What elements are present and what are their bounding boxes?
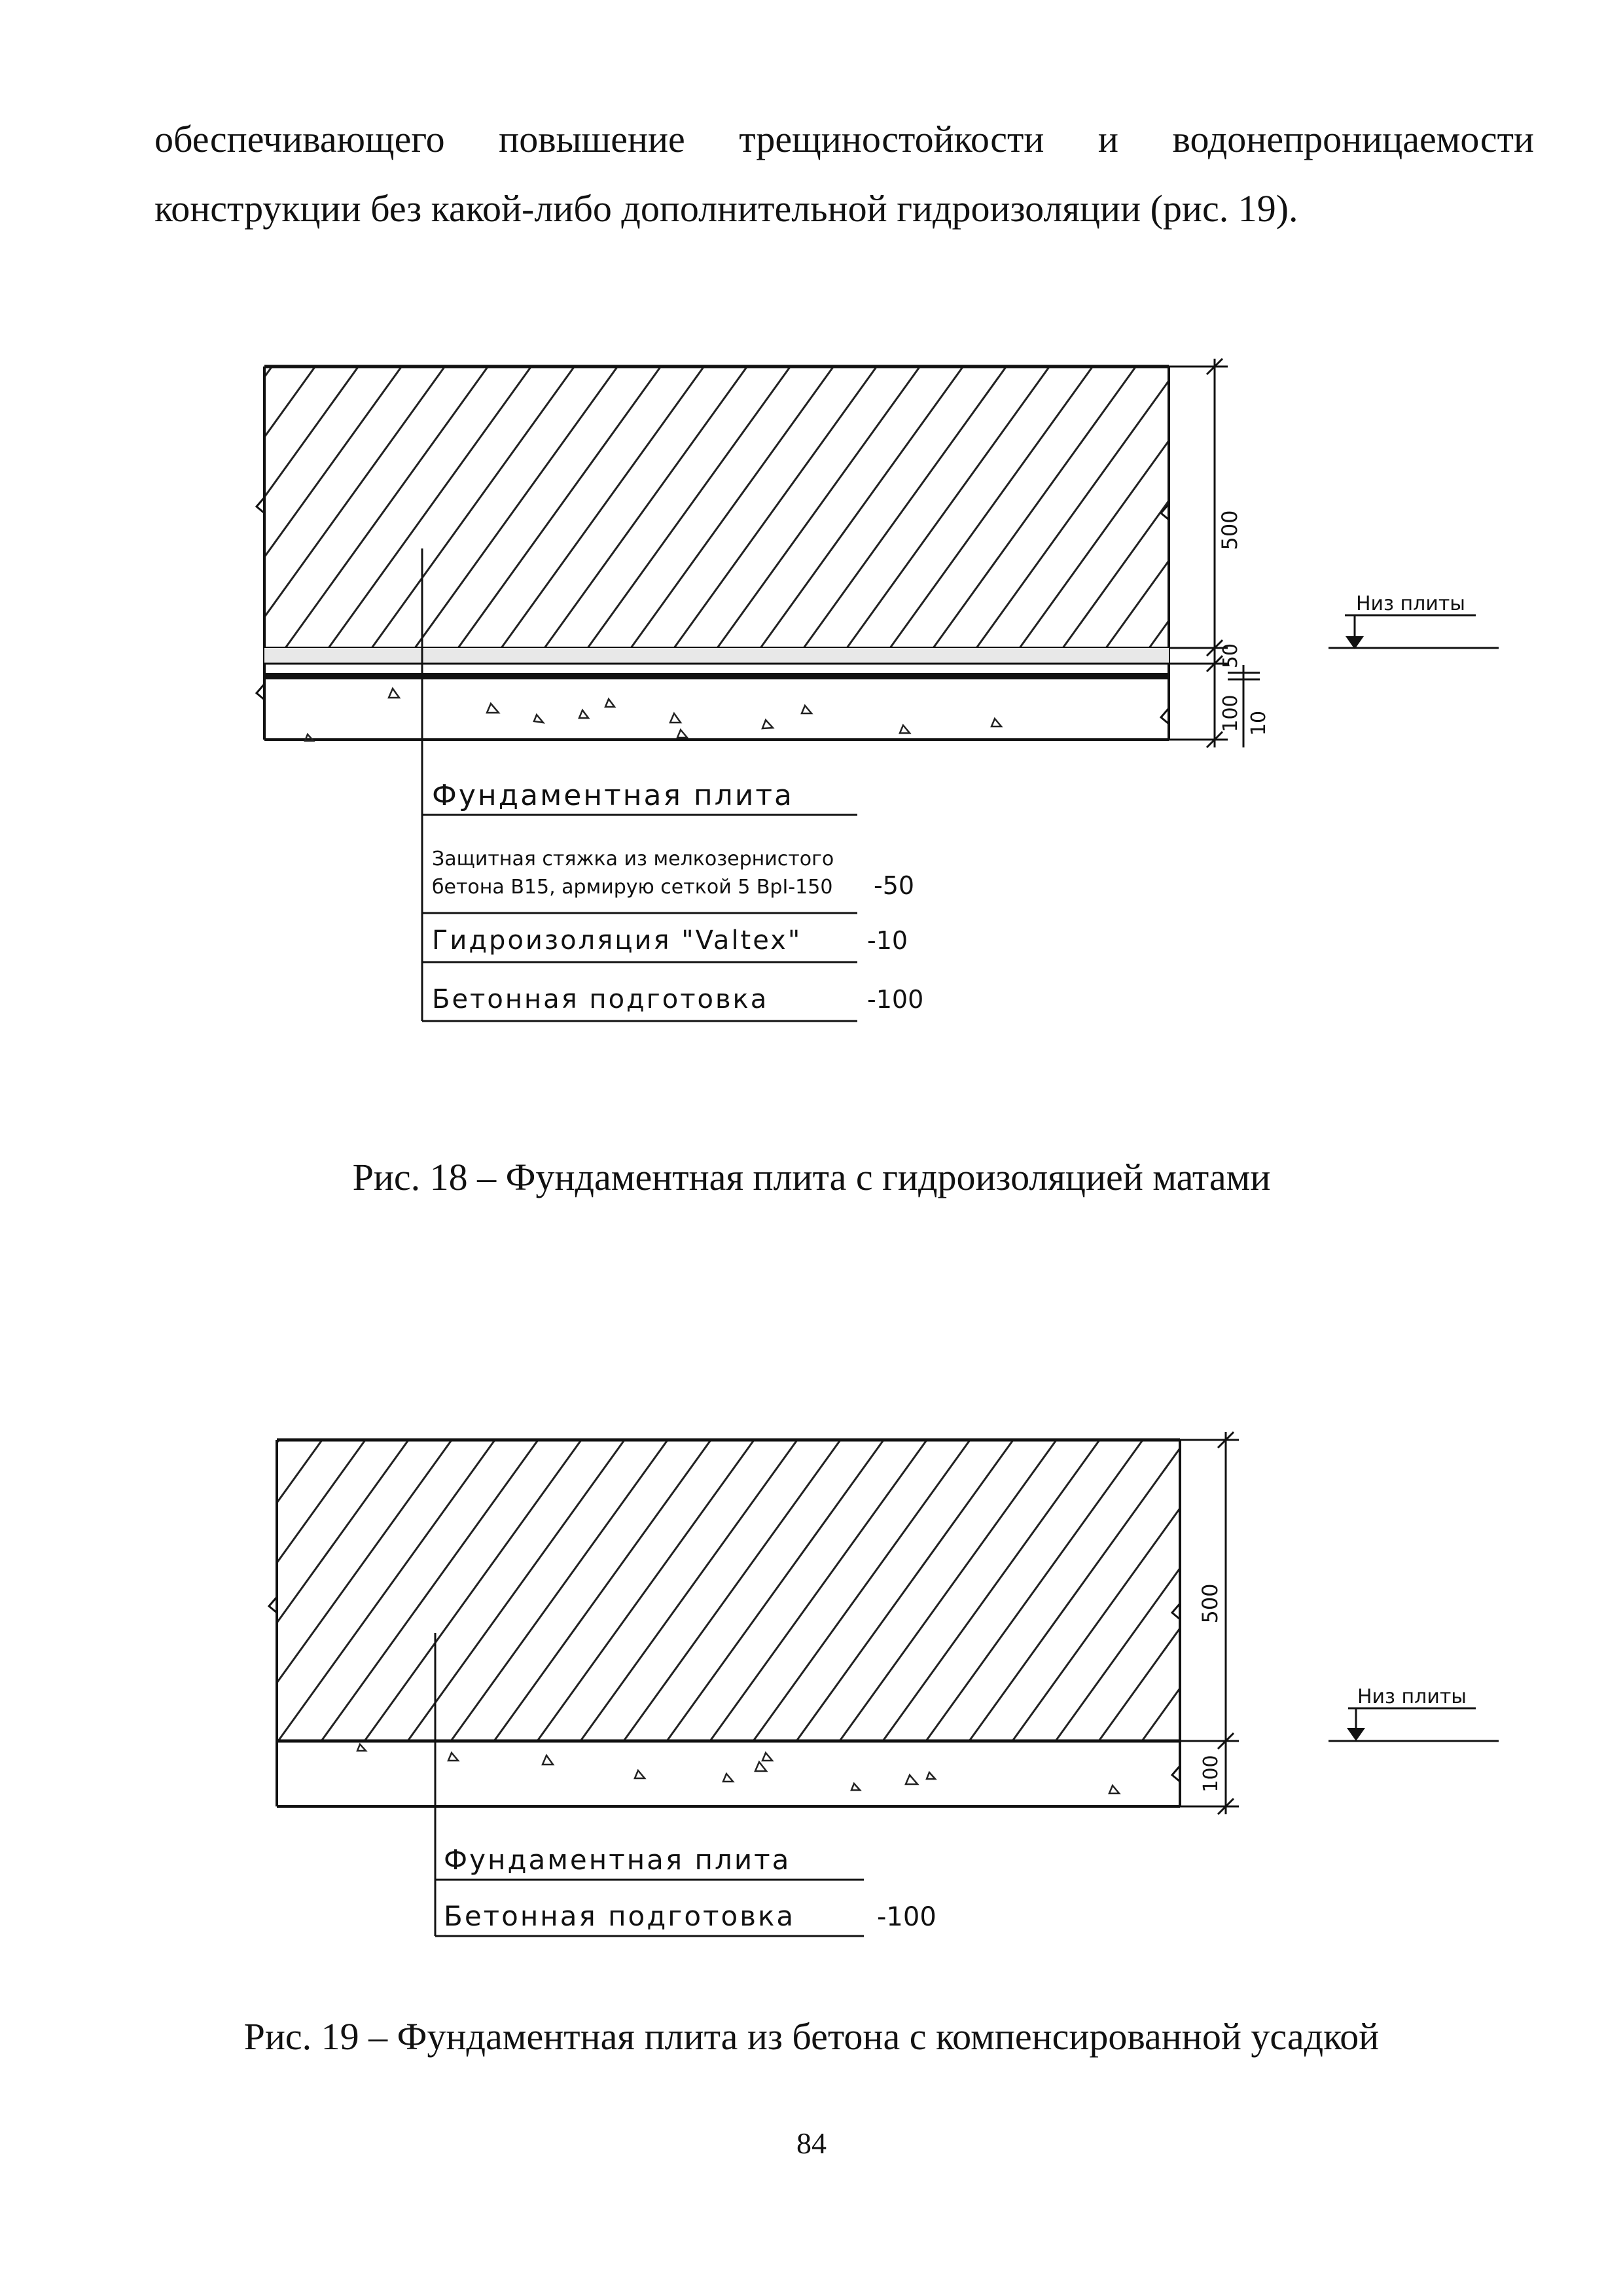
dim-slab: 500 — [1198, 1583, 1222, 1624]
paragraph-line-2: конструкции без какой-либо дополнительной гидроизоляции (рис. 19). — [154, 187, 1298, 230]
hatch-line — [537, 1440, 754, 1741]
figure-19-drawing — [0, 1407, 1623, 1996]
hatch-line — [19, 1440, 236, 1741]
hatch-line — [242, 367, 445, 648]
hatch-line — [365, 1440, 581, 1741]
hatch-line — [235, 1440, 452, 1741]
hatch-line — [192, 1440, 408, 1741]
hatch-line — [329, 367, 531, 648]
hatch-line — [26, 367, 229, 648]
hatch-line — [717, 367, 920, 648]
hatch-line — [969, 1440, 1186, 1741]
hatch-line — [1012, 1440, 1229, 1741]
hatch-line — [105, 1440, 322, 1741]
level-marker — [1329, 615, 1499, 649]
hatch-line — [624, 1440, 840, 1741]
hatch-line — [804, 367, 1007, 648]
hatch-line — [796, 1440, 1013, 1741]
dim-membrane: 10 — [1247, 710, 1270, 736]
paragraph-line-1: обеспечивающего повышение трещиностойкости и водонепроницаемости — [154, 118, 1534, 160]
layer-slab-name: Фундаментная плита — [444, 1844, 791, 1876]
page-number: 84 — [796, 2126, 827, 2160]
hatch-line — [976, 367, 1179, 648]
hatch-line — [321, 1440, 538, 1741]
layer-prep-name: Бетонная подготовка — [444, 1900, 796, 1932]
hatch-line — [753, 1440, 970, 1741]
level-label: Низ плиты — [1356, 592, 1465, 615]
hatch-line — [62, 1440, 279, 1741]
screed-layer — [264, 648, 1169, 664]
hatch-line — [408, 1440, 624, 1741]
hatch-line — [544, 367, 747, 648]
hatch-line — [278, 1440, 495, 1741]
hatch-line — [0, 1440, 192, 1741]
hatch-line — [0, 367, 186, 648]
body-paragraph — [154, 105, 1534, 243]
layer-screed-name-1: Защитная стяжка из мелкозернистого — [432, 848, 834, 870]
hatch-line — [631, 367, 834, 648]
hatch-line — [1063, 367, 1266, 648]
layer-membrane-name: Гидроизоляция "Valtex" — [432, 925, 802, 956]
figure-19-caption: Рис. 19 – Фундаментная плита из бетона с компенсированной усадкой — [243, 2015, 1380, 2058]
layer-screed-name-2: бетона B15, армирую сеткой 5 BрI-150 — [432, 876, 833, 899]
figure-18-caption: Рис. 18 – Фундаментная плита с гидроизоляцией матами — [352, 1156, 1271, 1198]
hatch-line — [1149, 367, 1352, 648]
hatch-line — [1020, 367, 1222, 648]
layer-prep-value: -100 — [867, 985, 924, 1014]
hatch-line — [1444, 1440, 1623, 1741]
hatch-line — [113, 367, 315, 648]
hatch-line — [847, 367, 1050, 648]
hatch-line — [667, 1440, 883, 1741]
hatch-line — [840, 1440, 1056, 1741]
layer-prep-name: Бетонная подготовка — [432, 984, 769, 1014]
dim-prep: 100 — [1200, 1755, 1222, 1793]
hatch-line — [494, 1440, 711, 1741]
hatch-line — [451, 1440, 668, 1741]
layer-slab-name: Фундаментная плита — [432, 779, 794, 812]
hatch-line — [69, 367, 272, 648]
dim-screed: 50 — [1219, 643, 1242, 669]
figure-18-drawing — [0, 327, 1623, 1080]
aggregate-marks — [305, 689, 1001, 741]
hatch-line — [674, 367, 877, 648]
hatch-line — [933, 367, 1136, 648]
hatch-line — [883, 1440, 1099, 1741]
layer-screed-value: -50 — [874, 871, 915, 900]
layer-membrane-value: -10 — [867, 926, 908, 955]
hatch-line — [760, 367, 963, 648]
hatch-line — [458, 367, 661, 648]
dim-prep: 100 — [1219, 694, 1242, 732]
hatch-line — [372, 367, 575, 648]
hatch-line — [199, 367, 402, 648]
hatch-line — [580, 1440, 797, 1741]
hatch-line — [415, 367, 618, 648]
level-label: Низ плиты — [1357, 1685, 1467, 1708]
dim-slab: 500 — [1217, 510, 1242, 550]
membrane-layer — [264, 673, 1169, 679]
hatch-line — [149, 1440, 365, 1741]
layer-prep-value: -100 — [877, 1902, 936, 1932]
hatch-line — [1056, 1440, 1272, 1741]
dimension-chain — [1169, 359, 1260, 747]
hatch-line — [710, 1440, 927, 1741]
level-marker — [1329, 1708, 1499, 1741]
hatch-line — [1142, 1440, 1359, 1741]
hatch-line — [588, 367, 791, 648]
hatch-line — [926, 1440, 1143, 1741]
hatch-line — [285, 367, 488, 648]
hatch-line — [890, 367, 1093, 648]
hatch-line — [501, 367, 704, 648]
hatch-line — [1106, 367, 1309, 648]
aggregate-marks — [357, 1744, 1119, 1793]
